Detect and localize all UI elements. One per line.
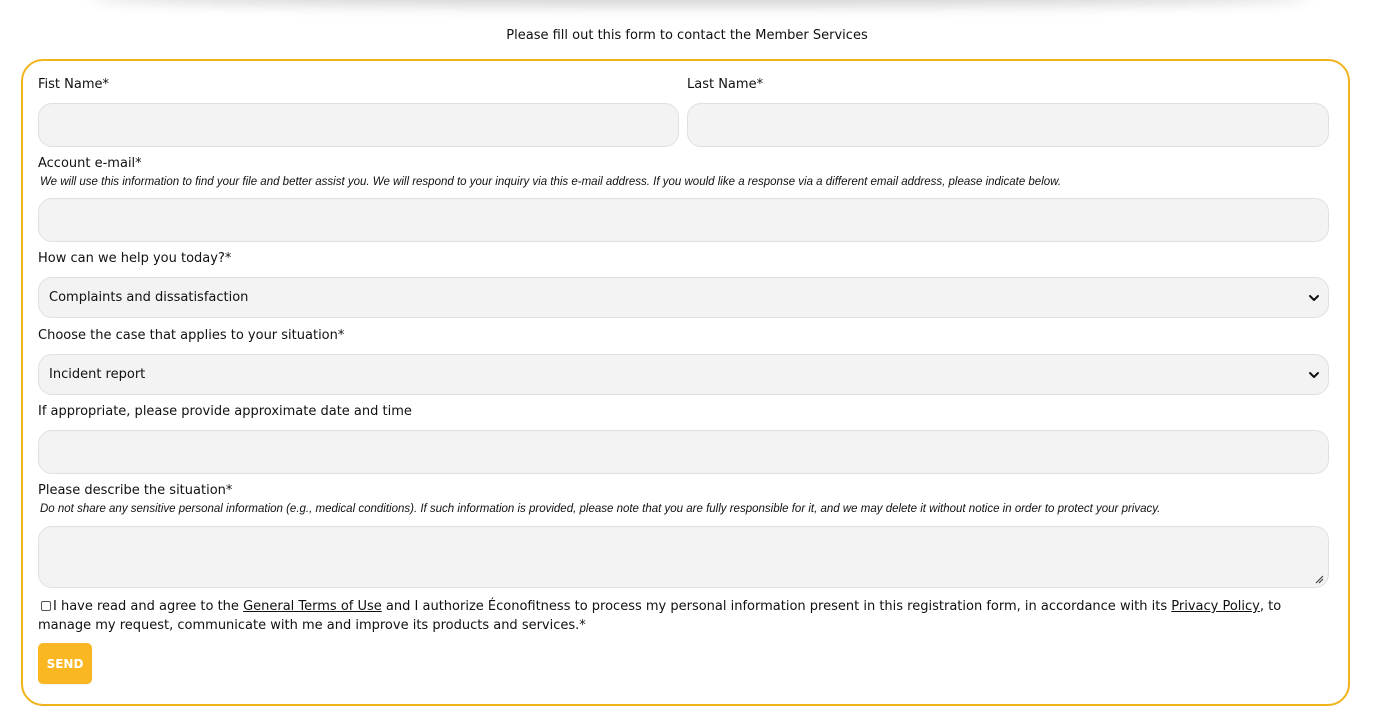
chevron-down-icon <box>1308 292 1320 304</box>
first-name-field[interactable] <box>38 103 679 147</box>
consent-block <box>38 597 1318 635</box>
description-textarea[interactable] <box>39 527 1328 587</box>
first-name-label: Fist Name* <box>38 77 109 92</box>
last-name-label: Last Name* <box>687 77 764 92</box>
chevron-down-icon <box>1308 369 1320 381</box>
consent-text-before: I have read and agree to the <box>53 599 244 614</box>
date-time-label: If appropriate, please provide approximate date and time <box>38 404 412 419</box>
help-topic-label: How can we help you today?* <box>38 251 232 266</box>
consent-text-after: , to manage my request, communicate with me and improve its products and services.* <box>38 599 1282 633</box>
date-time-input[interactable] <box>39 431 1328 473</box>
send-button[interactable]: SEND <box>38 643 92 684</box>
case-type-label: Choose the case that applies to your situation* <box>38 328 345 343</box>
description-label: Please describe the situation* <box>38 483 233 498</box>
email-input[interactable] <box>39 199 1328 241</box>
description-field[interactable] <box>38 526 1329 588</box>
email-label: Account e-mail* <box>38 156 142 171</box>
last-name-field[interactable] <box>687 103 1329 147</box>
resize-grip-icon[interactable] <box>1315 575 1324 584</box>
form-intro-text: Please fill out this form to contact the Member Services <box>506 28 868 43</box>
case-type-selected-value: Incident report <box>49 367 146 382</box>
last-name-input[interactable] <box>688 104 1328 146</box>
case-type-select[interactable] <box>38 354 1329 395</box>
consent-checkbox[interactable] <box>41 601 51 611</box>
help-topic-select[interactable] <box>38 277 1329 318</box>
privacy-policy-link[interactable]: Privacy Policy <box>1171 599 1260 614</box>
email-field[interactable] <box>38 198 1329 242</box>
first-name-input[interactable] <box>39 104 678 146</box>
description-hint: Do not share any sensitive personal information (e.g., medical conditions). If such information is provided, please note that you are fully responsible for it, and we may delete it without notice in order to protect your privacy. <box>40 503 1161 515</box>
help-topic-selected-value: Complaints and dissatisfaction <box>49 290 249 305</box>
email-hint: We will use this information to find your file and better assist you. We will respond to your inquiry via this e-mail address. If you would like a response via a different email address, please indicate below. <box>40 176 1062 188</box>
consent-text-middle: and I authorize Éconofitness to process my personal information present in this registration form, in accordance with its <box>381 599 1172 614</box>
date-time-field[interactable] <box>38 430 1329 474</box>
terms-of-use-link[interactable]: General Terms of Use <box>243 599 382 614</box>
